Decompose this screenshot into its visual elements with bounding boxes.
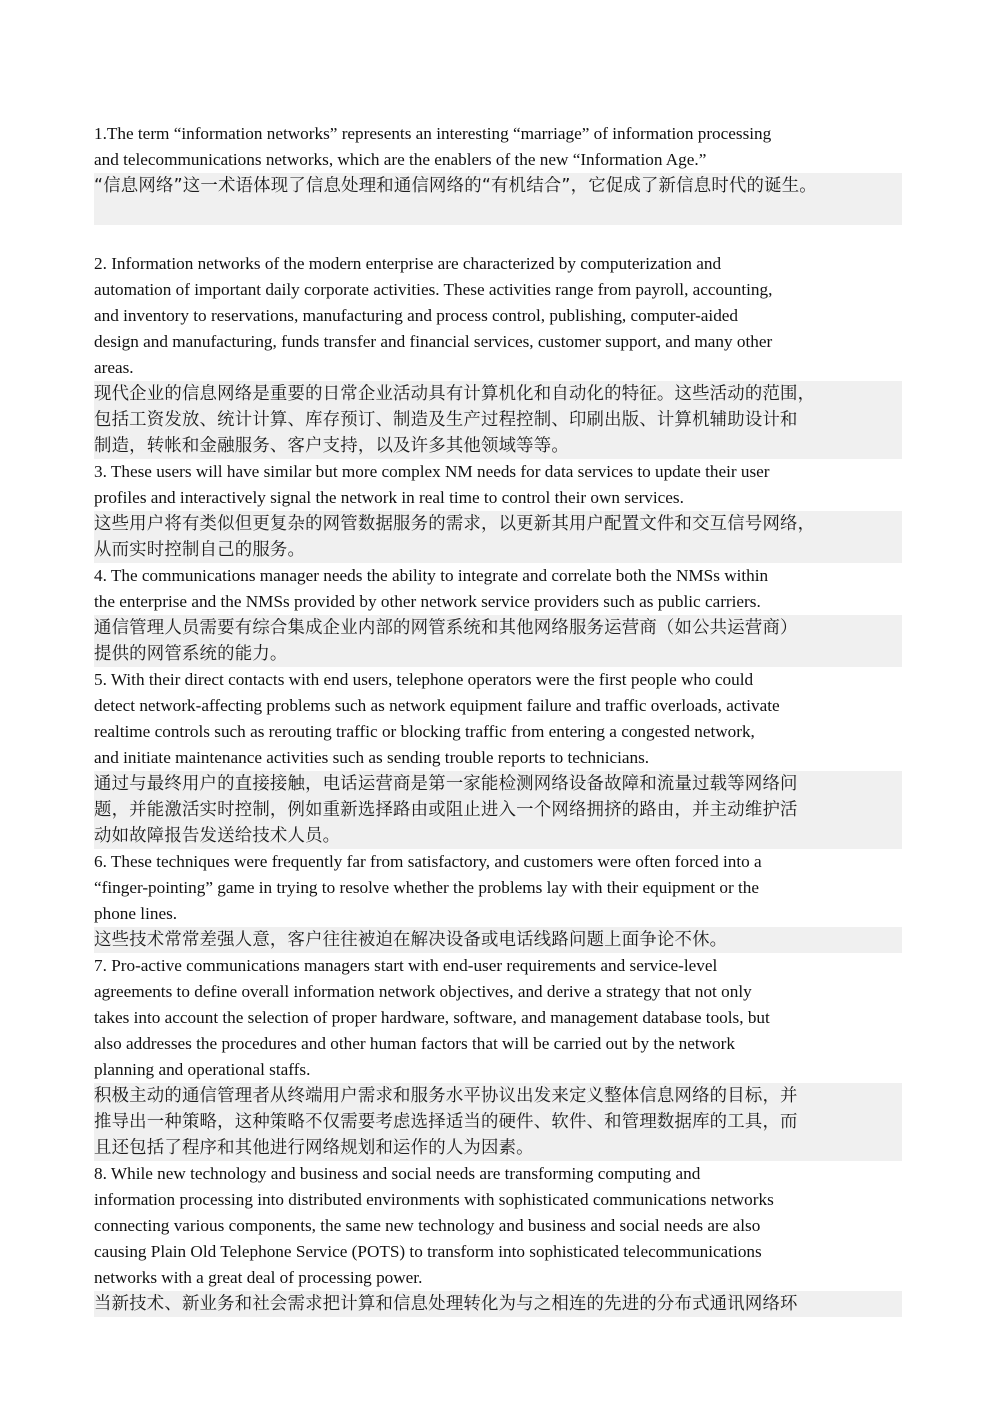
paragraph-8: [94, 1161, 902, 1317]
english-text-2: 2. Information networks of the modern enterprise are characterized by computerization and automation of important daily corporate activities. These activities range from payroll, accounting, and inventory to reservations, manufacturing and process control, publishing, computer-aided design and manufacturing, funds transfer and financial services, customer support, and many other areas.: [94, 254, 773, 377]
english-text-7: 7. Pro-active communications managers start with end-user requirements and service-level agreements to define overall information network objectives, and derive a strategy that not only takes into account the selection of proper hardware, software, and management database tools, but also addresses the procedures and other human factors that will be carried out by the network planning and operational staffs.: [94, 956, 770, 1079]
chinese-translation-6: 这些技术常常差强人意，客户往往被迫在解决设备或电话线路问题上面争论不休。: [94, 927, 902, 953]
paragraph-2: [94, 251, 902, 459]
paragraph-4: [94, 563, 902, 667]
chinese-translation-7: 积极主动的通信管理者从终端用户需求和服务水平协议出发来定义整体信息网络的目标，并 推导出一种策略，这种策略不仅需要考虑选择适当的硬件、软件、和管理数据库的工具，而 且还包括了程序和其他进行网络规划和运作的人为因素。: [94, 1083, 902, 1161]
chinese-translation-8: 当新技术、新业务和社会需求把计算和信息处理转化为与之相连的先进的分布式通讯网络环: [94, 1291, 902, 1317]
paragraph-spacer: [94, 225, 902, 251]
paragraph-3: [94, 459, 902, 563]
paragraph-7: [94, 953, 902, 1161]
english-text-3: 3. These users will have similar but more complex NM needs for data services to update their user profiles and interactively signal the network in real time to control their own services.: [94, 462, 770, 507]
english-text-4: 4. The communications manager needs the ability to integrate and correlate both the NMSs within the enterprise and the NMSs provided by other network service providers such as public carriers.: [94, 566, 769, 611]
paragraph-6: [94, 849, 902, 953]
paragraph-1: [94, 121, 902, 225]
chinese-translation-1: “信息网络”这一术语体现了信息处理和通信网络的“有机结合”，它促成了新信息时代的诞生。: [94, 173, 902, 199]
chinese-translation-2: 现代企业的信息网络是重要的日常企业活动具有计算机化和自动化的特征。这些活动的范围， 包括工资发放、统计计算、库存预订、制造及生产过程控制、印刷出版、计算机辅助设计和 制造，转帐和金融服务、客户支持，以及许多其他领域等等。: [94, 381, 902, 459]
english-text-1: 1.The term “information networks” represents an interesting “marriage” of information processing and telecommunications networks, which are the enablers of the new “Information Age.”: [94, 124, 772, 169]
document-body: [94, 121, 902, 1317]
english-text-6: 6. These techniques were frequently far from satisfactory, and customers were often forced into a “finger-pointing” game in trying to resolve whether the problems lay with their equipment or the phone lines.: [94, 852, 762, 923]
paragraph-5: [94, 667, 902, 849]
chinese-translation-3: 这些用户将有类似但更复杂的网管数据服务的需求，以更新其用户配置文件和交互信号网络， 从而实时控制自己的服务。: [94, 511, 902, 563]
chinese-translation-5: 通过与最终用户的直接接触，电话运营商是第一家能检测网络设备故障和流量过载等网络问 题，并能激活实时控制，例如重新选择路由或阻止进入一个网络拥挤的路由，并主动维护活 动如故障报告发送给技术人员。: [94, 771, 902, 849]
english-text-8: 8. While new technology and business and social needs are transforming computing and information processing into distributed environments with sophisticated communications networks connecting various components, the same new technology and business and social needs are also causing Plain Old Telephone Service (POTS) to transform into sophisticated telecommunications networks with a great deal of processing power.: [94, 1164, 774, 1287]
highlight-blank-line: [94, 199, 902, 225]
chinese-translation-4: 通信管理人员需要有综合集成企业内部的网管系统和其他网络服务运营商（如公共运营商） 提供的网管系统的能力。: [94, 615, 902, 667]
english-text-5: 5. With their direct contacts with end users, telephone operators were the first people who could detect network-affecting problems such as network equipment failure and traffic overloads, activate realtime controls such as rerouting traffic or blocking traffic from entering a congested network, and initiate maintenance activities such as sending trouble reports to technicians.: [94, 670, 780, 767]
